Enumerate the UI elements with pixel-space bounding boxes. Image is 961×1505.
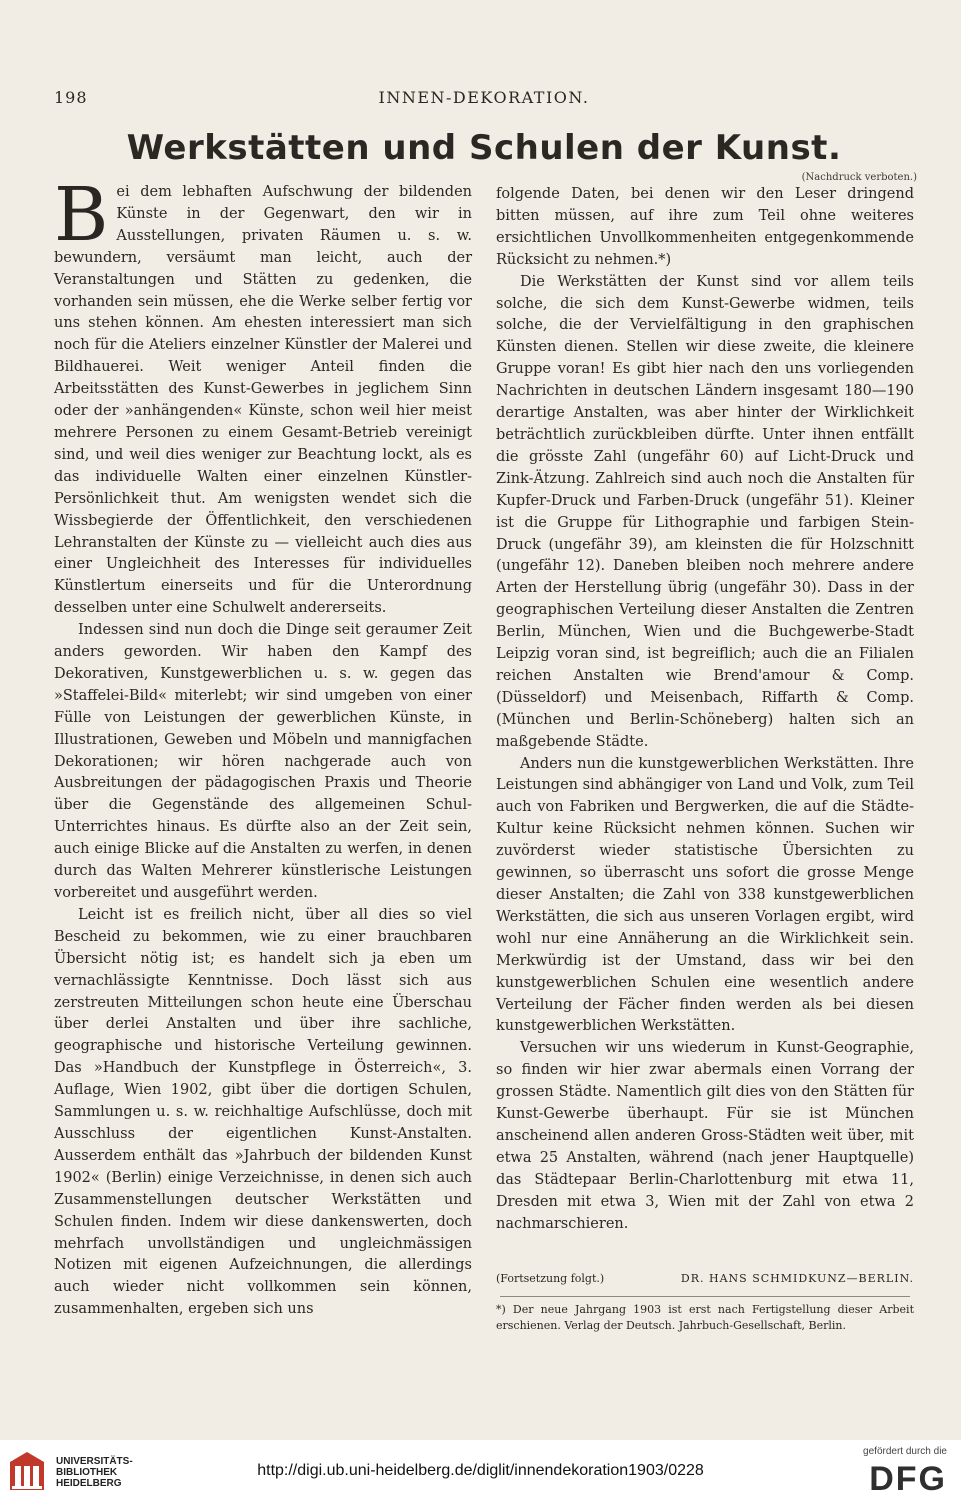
dfg-logo: DFG bbox=[869, 1460, 947, 1498]
running-head: INNEN-DEKORATION. bbox=[378, 88, 590, 107]
footnote: *) Der neue Jahrgang 1903 ist erst nach Fertigstellung dieser Arbeit erschienen. Verlag der Deutsch. Jahrbuch-Gesellschaft, Berlin. bbox=[496, 1303, 914, 1332]
author-signature: DR. HANS SCHMIDKUNZ—BERLIN. bbox=[680, 1272, 914, 1285]
continuation-line bbox=[496, 1272, 914, 1285]
source-url-link[interactable]: http://digi.ub.uni-heidelberg.de/diglit/innendekoration1903/0228 bbox=[257, 1462, 704, 1479]
paragraph: Die Werkstätten der Kunst sind vor allem teils solche, die sich dem Kunst-Gewerbe widmen, teils solche, die der Vervielfältigung in den graphischen Künsten dienen. Stellen wir diese zweite, die kleinere Gruppe voran! Es gibt hier nach den uns vorliegenden Nachrichten in deutschen Ländern insgesamt 180—190 derartige Anstalten, was aber hinter der Wirklichkeit beträchtlich zurückbleiben dürfte. Unter ihnen entfällt die grösste Zahl (ungefähr 60) auf Licht-Druck und Zink-Ätzung. Zahlreich sind auch noch die Anstalten für Kupfer-Druck und Farben-Druck (ungefähr 51). Kleiner ist die Gruppe für Lithographie und farbigen Stein-Druck (ungefähr 39), am kleinsten die für Holzschnitt (ungefähr 12). Daneben bleiben noch mehrere andere Arten der Herstellung übrig (ungefähr 30). Dass in der geographischen Verteilung dieser Anstalten die Zentren Berlin, München, Wien und die Buchgewerbe-Stadt Leipzig voran sind, ist begreiflich; auch die an Filialen reichen Anstalten wie Brend'amour & Comp. (Düsseldorf) und Meisenbach, Riffarth & Comp. (München und Berlin-Schöneberg) halten sich an maßgebende Städte. bbox=[496, 273, 914, 750]
left-column bbox=[54, 172, 472, 1321]
library-name: UNIVERSITÄTS- BIBLIOTHEK HEIDELBERG bbox=[56, 1456, 133, 1489]
funding-note: gefördert durch die bbox=[863, 1446, 947, 1457]
continuation-note: (Fortsetzung folgt.) bbox=[496, 1272, 605, 1285]
footnote-divider bbox=[500, 1296, 910, 1297]
right-column bbox=[496, 184, 914, 1236]
footer-bar bbox=[0, 1440, 961, 1505]
paragraph: Versuchen wir uns wiederum in Kunst-Geographie, so finden wir hier zwar abermals einen Vorrang der grossen Städte. Namentlich gilt dies von den Stätten für Kunst-Gewerbe überhaupt. Für sie ist München anscheinend allen anderen Gross-Städten weit über, mit etwa 25 Anstalten, während (nach jener Hauptquelle) das Städtepaar Berlin-Charlottenburg mit etwa 11, Dresden mit etwa 3, Wien mit der Zahl von etwa 2 nachmarschieren. bbox=[496, 1040, 914, 1232]
drop-cap: B bbox=[54, 172, 109, 258]
paragraph: Indessen sind nun doch die Dinge seit geraumer Zeit anders geworden. Wir haben den Kampf des Dekorativen, Kunstgewerblichen u. s. w. gegen das »Staffelei-Bild« miterlebt; wir sind umgeben von einer Fülle von Leistungen der gewerblichen Künste, in Illustrationen, Geweben und Möbeln und mannigfachen Dekorationen; wir hören nachgerade auch von Ausbreitungen der pädagogischen Praxis und Theorie über die Gegenstände des allgemeinen Schul-Unterrichtes hinaus. Es dürfte also an der Zeit sein, auch einige Blicke auf die Anstalten zu werfen, in denen durch das Walten Mehrerer künstlerische Leistungen vorbereitet und ausgeführt werden. bbox=[54, 622, 472, 901]
page-header bbox=[54, 88, 914, 112]
article-title: Werkstätten und Schulen der Kunst. bbox=[126, 128, 842, 168]
paragraph: folgende Daten, bei denen wir den Leser dringend bitten müssen, auf ihre zum Teil ohne weiteres ersichtlichen Unvollkommenheiten entgegenkommende Rücksicht zu nehmen.*) bbox=[496, 186, 914, 268]
paragraph: Leicht ist es freilich nicht, über all dies so viel Bescheid zu bekommen, wie zu einer brauchbaren Übersicht nötig ist; es handelt sich ja eben um vernachlässigte Kenntnisse. Doch lässt sich aus zerstreuten Mitteilungen schon heute eine Überschau über derlei Anstalten und über ihre sachliche, geographische und historische Verteilung gewinnen. Das »Handbuch der Kunstpflege in Österreich«, 3. Auflage, Wien 1902, gibt über die dortigen Schulen, Sammlungen u. s. w. reichhaltige Aufschlüsse, doch mit Ausschluss der eigentlichen Kunst-Anstalten. Ausserdem enthält das »Jahrbuch der bildenden Kunst 1902« (Berlin) einige Verzeichnisse, in denen sich auch Zusammenstellungen deutscher Werkstätten und Schulen finden. Indem wir diese dankenswerten, doch mehrfach unvollständigen und ungleichmässigen Notizen mit eigenen Aufzeichnungen, die allerdings auch wieder nicht vollkommen sein können, zusammenhalten, ergeben sich uns bbox=[54, 906, 472, 1318]
page-number: 198 bbox=[54, 88, 88, 107]
paragraph: Anders nun die kunstgewerblichen Werkstätten. Ihre Leistungen sind abhängiger von Land und Volk, zum Teil auch von Fabriken und Bergwerken, die auf die Städte-Kultur keine Rücksicht nehmen können. Suchen wir zuvörderst wieder statistische Übersichten zu gewinnen, so überrascht uns sofort die grosse Menge dieser Anstalten; die Zahl von 338 kunstgewerblichen Werkstätten, die sich aus unseren Vorlagen ergibt, wird wohl nur eine Annäherung an die Wirklichkeit sein. Merkwürdig ist der Umstand, dass wir bei den kunstgewerblichen Schulen eine wesentlich andere Verteilung der Fächer finden werden als bei diesen kunstgewerblichen Werkstätten. bbox=[496, 755, 914, 1035]
paragraph: Bei dem lebhaften Aufschwung der bildenden Künste in der Gegenwart, den wir in Ausstellungen, privaten Räumen u. s. w. bewundern, versäumt man leicht, auch der Veranstaltungen und Stätten zu gedenken, die vorhanden sein müssen, ehe die Werke selber fertig vor uns stehen können. Am ehesten interessiert man sich noch für die Ateliers einzelner Künstler der Malerei und Bildhauerei. Weit weniger Anteil finden die Arbeitsstätten des Kunst-Gewerbes in jeglichem Sinn oder der »anhängenden« Künste, schon weil hier meist mehrere Personen zu einem Gesamt-Betrieb vereinigt sind, und weil dies weniger zur Beachtung lockt, als es das individuelle Walten einer einzelnen Künstler-Persönlichkeit thut. Am wenigsten wendet sich die Wissbegierde der Öffentlichkeit, den verschiedenen Lehranstalten der Künste zu — vielleicht auch dies aus einer Ungleichheit des Interesses für individuelles Künstlertum einerseits und für die Unterordnung desselben unter eine Schulwelt andererseits. bbox=[54, 172, 472, 617]
reprint-note: (Nachdruck verboten.) bbox=[801, 172, 917, 183]
